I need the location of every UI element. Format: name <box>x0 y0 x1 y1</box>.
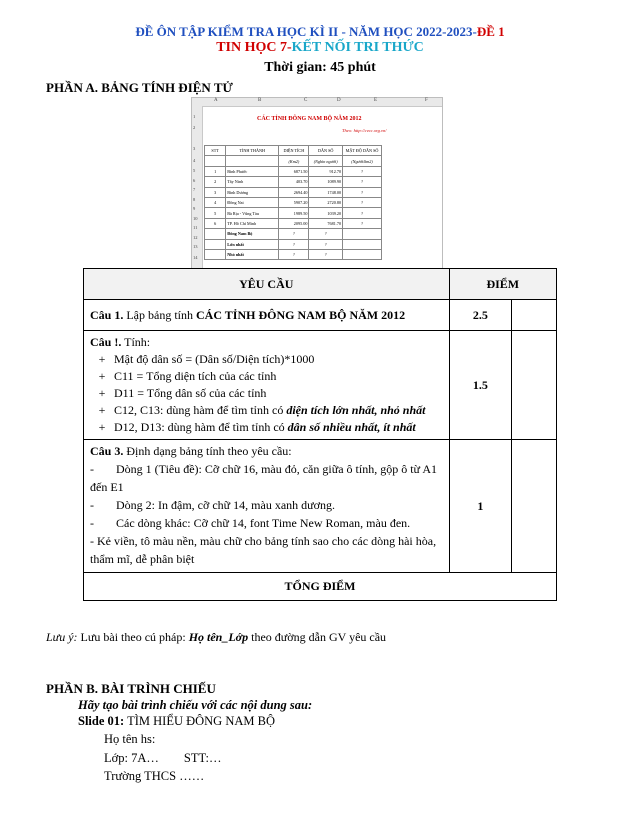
sheet-data-row <box>205 197 382 207</box>
sheet-cell: 6871.50 <box>279 166 309 176</box>
sheet-header-cell: MẬT ĐỘ DÂN SỐ <box>343 146 382 156</box>
subject-name: TIN HỌC 7- <box>216 40 292 55</box>
sheet-cell: Nhỏ nhất <box>226 249 279 259</box>
sheet-cell: ? <box>309 239 343 249</box>
sheet-summary-row <box>205 249 382 259</box>
sheet-col-a: A <box>214 98 218 103</box>
question-3-text <box>84 440 450 573</box>
section-b-heading: PHẦN B. BÀI TRÌNH CHIẾU <box>46 681 216 696</box>
note-tail: theo đường dẫn GV yêu cầu <box>248 630 387 644</box>
dash-bullet-icon: - <box>90 462 94 476</box>
question-3-line <box>90 496 443 514</box>
sheet-cell: 2 <box>205 177 226 187</box>
plus-bullet-icon: + <box>98 420 106 434</box>
sheet-grid <box>204 145 382 263</box>
sheet-row-num: 14 <box>193 255 198 260</box>
sheet-cell: 2095.00 <box>279 218 309 228</box>
subject-title <box>0 40 640 56</box>
sheet-cell: TP. Hồ Chí Minh <box>226 218 279 228</box>
sheet-cell: Đông Nam Bộ <box>226 229 279 239</box>
sheet-col-e: E <box>374 98 378 103</box>
question-2-score: 1.5 <box>449 331 512 440</box>
sheet-row-num: 6 <box>193 178 196 183</box>
question-3-line <box>90 460 443 496</box>
school-line: Trường THCS …… <box>104 769 205 783</box>
question-2-item-emphasis: dân số nhiều nhất, ít nhất <box>287 420 416 434</box>
sheet-row-num: 2 <box>193 125 196 130</box>
note-text: Lưu bài theo cú pháp: <box>77 630 189 644</box>
class-line: Lớp: 7A… STT:… <box>104 751 222 765</box>
question-3-mark-cell <box>512 440 557 573</box>
sheet-row-num: 13 <box>193 244 198 249</box>
question-2-item-text: C12, C13: dùng hàm để tìm tỉnh có <box>114 403 287 417</box>
sheet-unit-cell: (Nghìn người) <box>309 156 343 166</box>
sheet-cell <box>343 239 382 249</box>
sheet-summary-row <box>205 229 382 239</box>
question-1-row <box>84 300 557 331</box>
question-2-item <box>90 351 443 368</box>
sheet-header-cell: DIỆN TÍCH <box>279 146 309 156</box>
question-3-desc: Định dạng bảng tính theo yêu cầu: <box>123 444 292 458</box>
sheet-cell: 912.70 <box>309 166 343 176</box>
sheet-header-cell: DÂN SỐ <box>309 146 343 156</box>
sheet-cell: ? <box>343 166 382 176</box>
sheet-data-row <box>205 218 382 228</box>
sheet-cell: Bình Dương <box>226 187 279 197</box>
question-3-row <box>84 440 557 573</box>
sheet-cell: Lớn nhất <box>226 239 279 249</box>
sheet-cell <box>343 249 382 259</box>
slide-01-line <box>78 714 275 729</box>
sheet-cell: 2720.80 <box>309 197 343 207</box>
question-2-desc: Tính: <box>121 335 151 349</box>
sheet-title: CÁC TỈNH ĐÔNG NAM BỘ NĂM 2012 <box>257 116 362 122</box>
note-label: Lưu ý: <box>46 630 78 644</box>
sheet-column-headers <box>192 98 442 107</box>
sheet-row-num: 7 <box>193 187 196 192</box>
sheet-row-num: 3 <box>193 146 196 151</box>
sheet-cell: Bình Phước <box>226 166 279 176</box>
sheet-cell <box>205 239 226 249</box>
slide-label: Slide 01: <box>78 714 125 728</box>
student-name-line: Họ tên hs: <box>104 732 156 746</box>
requirement-column-header: YÊU CẦU <box>84 269 450 300</box>
question-3-line-text: Các dòng khác: Cỡ chữ 14, font Time New Roman, màu đen. <box>116 516 411 530</box>
sheet-cell: 1039.20 <box>309 208 343 218</box>
sheet-cell <box>205 156 226 166</box>
sheet-row-num: 8 <box>193 197 196 202</box>
sheet-data-row <box>205 208 382 218</box>
question-2-item-emphasis: diện tích lớn nhất, nhỏ nhất <box>286 403 426 417</box>
question-3-line-text: Dòng 1 (Tiêu đề): Cỡ chữ 16, màu đỏ, căn giữa ô tính, gộp ô từ A1 đến E1 <box>90 462 438 494</box>
sheet-cell: ? <box>343 187 382 197</box>
sheet-row-num: 4 <box>193 158 196 163</box>
sheet-cell: 1089.90 <box>309 177 343 187</box>
plus-bullet-icon: + <box>98 352 106 366</box>
total-label: TỔNG ĐIỂM <box>84 573 557 601</box>
sheet-data-row <box>205 166 382 176</box>
exam-number: ĐỀ 1 <box>476 24 505 39</box>
sheet-row-num: 1 <box>193 114 196 119</box>
sheet-data-row <box>205 187 382 197</box>
question-1-mark-cell <box>512 300 557 331</box>
sheet-cell: 1748.00 <box>309 187 343 197</box>
plus-bullet-icon: + <box>98 403 106 417</box>
question-1-label: Câu 1. <box>90 307 124 322</box>
question-3-score: 1 <box>449 440 512 573</box>
sheet-cell: ? <box>309 229 343 239</box>
sheet-cell: ? <box>343 218 382 228</box>
question-1-desc: Lập bảng tính <box>123 307 196 322</box>
sheet-cell <box>205 249 226 259</box>
sheet-cell: Bà Rịa - Vũng Tàu <box>226 208 279 218</box>
sheet-col-b: B <box>258 98 262 103</box>
sheet-row-num: 10 <box>193 216 198 221</box>
sheet-cell: ? <box>343 197 382 207</box>
sheet-cell: 5 <box>205 208 226 218</box>
exam-title-main: ĐỀ ÔN TẬP KIỂM TRA HỌC KÌ II - NĂM HỌC 2022-2023- <box>135 24 477 39</box>
sheet-cell: 3 <box>205 187 226 197</box>
question-2-item <box>90 402 443 419</box>
sheet-row-headers <box>192 106 203 269</box>
question-3-label: Câu 3. <box>90 444 124 458</box>
question-2-item <box>90 385 443 402</box>
question-1-text <box>84 300 450 331</box>
sheet-cell: ? <box>343 177 382 187</box>
question-2-item-text: D12, D13: dùng hàm để tìm tỉnh có <box>114 420 288 434</box>
sheet-unit-cell: (Km2) <box>279 156 309 166</box>
question-1-sheet-name: CÁC TỈNH ĐÔNG NAM BỘ NĂM 2012 <box>196 307 406 322</box>
scoring-table-header <box>84 269 557 300</box>
sheet-cell: Đồng Nai <box>226 197 279 207</box>
sheet-row-num: 12 <box>193 235 198 240</box>
question-2-text <box>84 331 450 440</box>
sheet-row-num: 11 <box>193 225 198 230</box>
question-2-mark-cell <box>512 331 557 440</box>
question-3-line: - Kẻ viền, tô màu nền, màu chữ cho bảng tính sao cho các dòng hài hòa, thẩm mĩ, dễ phân biệt <box>90 534 437 566</box>
sheet-cell: Tây Ninh <box>226 177 279 187</box>
sheet-cell: ? <box>343 208 382 218</box>
question-2-item-text: D11 = Tổng dân số của các tỉnh <box>114 386 267 400</box>
score-column-header: ĐIỂM <box>449 269 556 300</box>
scoring-table <box>83 268 557 601</box>
sheet-cell: 1 <box>205 166 226 176</box>
sheet-unit-cell: (Người/km2) <box>343 156 382 166</box>
note-syntax: Họ tên_Lớp <box>188 630 249 644</box>
section-b-instruction: Hãy tạo bài trình chiếu với các nội dung sau: <box>78 698 313 712</box>
sheet-cell: ? <box>309 249 343 259</box>
sheet-col-d: D <box>337 98 341 103</box>
sheet-cell: 4 <box>205 197 226 207</box>
sheet-cell: 7681.70 <box>309 218 343 228</box>
sheet-row-num: 9 <box>193 206 196 211</box>
sheet-cell: ? <box>279 229 309 239</box>
exam-title <box>0 24 640 40</box>
sheet-row-num: 5 <box>193 168 196 173</box>
sheet-cell: 1989.50 <box>279 208 309 218</box>
question-2-label: Câu !. <box>90 335 122 349</box>
sheet-cell: 403.70 <box>279 177 309 187</box>
question-2-item-text: Mật độ dân số = (Dân số/Diện tích)*1000 <box>114 352 315 366</box>
question-3-line-text: Dòng 2: In đậm, cỡ chữ 14, màu xanh dương. <box>116 498 335 512</box>
dash-bullet-icon: - <box>90 516 94 530</box>
sheet-cell <box>226 156 279 166</box>
question-2-row <box>84 331 557 440</box>
section-a-heading: PHẦN A. BẢNG TÍNH ĐIỆN TỬ <box>46 80 233 95</box>
sheet-col-c: C <box>304 98 308 103</box>
question-2-item <box>90 368 443 385</box>
sheet-data-row <box>205 177 382 187</box>
total-row <box>84 573 557 601</box>
save-note <box>46 630 386 645</box>
sheet-col-f: F <box>425 98 428 103</box>
question-3-line <box>90 514 443 532</box>
question-1-score: 2.5 <box>449 300 512 331</box>
plus-bullet-icon: + <box>98 369 106 383</box>
sheet-cell <box>343 229 382 239</box>
sheet-source: Theo: http://cvcc.org.vn/ <box>342 128 387 133</box>
time-limit: Thời gian: 45 phút <box>264 60 376 75</box>
question-2-item <box>90 419 443 436</box>
slide-title: TÌM HIỂU ĐÔNG NAM BỘ <box>124 714 275 728</box>
sheet-cell: ? <box>279 249 309 259</box>
sheet-cell: 5907.20 <box>279 197 309 207</box>
plus-bullet-icon: + <box>98 386 106 400</box>
sheet-cell: 2694.40 <box>279 187 309 197</box>
dash-bullet-icon: - <box>90 498 94 512</box>
spreadsheet-image <box>191 97 443 271</box>
sheet-cell: 6 <box>205 218 226 228</box>
sheet-cell <box>205 229 226 239</box>
sheet-summary-row <box>205 239 382 249</box>
question-2-item-text: C11 = Tổng diện tích của các tỉnh <box>114 369 277 383</box>
sheet-header-cell: TỈNH THÀNH <box>226 146 279 156</box>
sheet-header-cell: STT <box>205 146 226 156</box>
textbook-series: KẾT NỐI TRI THỨC <box>291 40 424 55</box>
sheet-cell: ? <box>279 239 309 249</box>
